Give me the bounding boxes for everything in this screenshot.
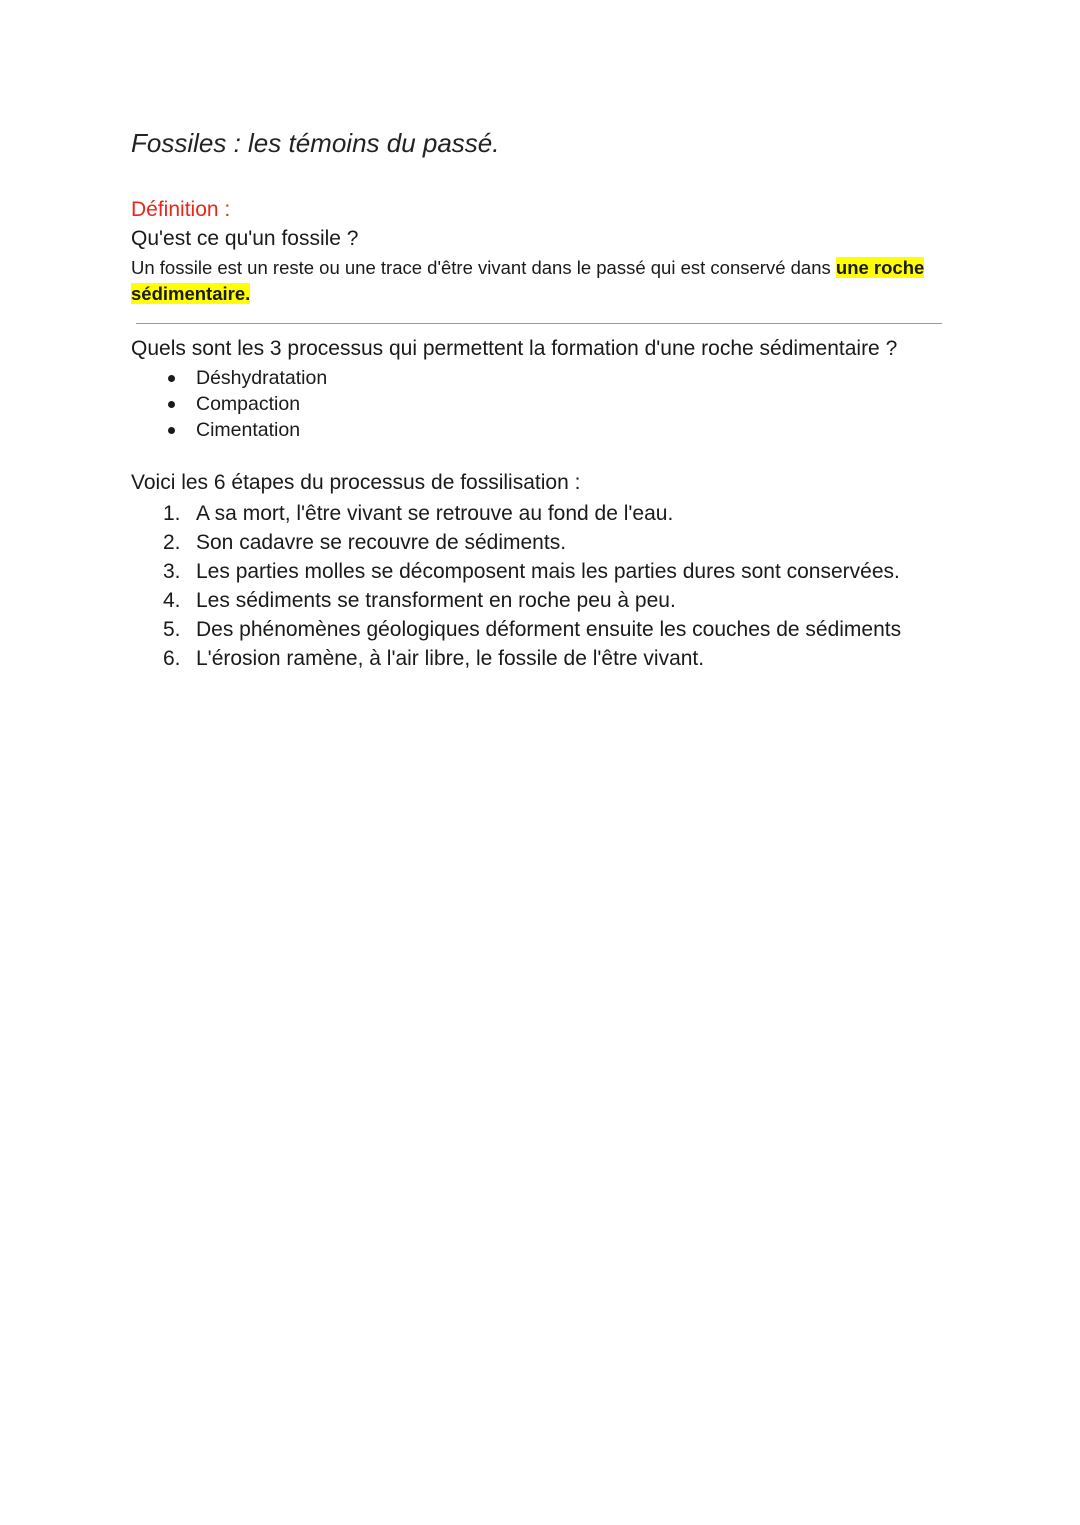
list-item (131, 557, 901, 586)
definition-highlight: une roche sédimentaire. (131, 257, 925, 304)
step-text: Les sédiments se transforment en roche peu à peu. (196, 589, 676, 612)
page-title: Fossiles : les témoins du passé. (131, 128, 500, 158)
step-text: Des phénomènes géologiques déforment ensuite les couches de sédiments (196, 618, 902, 641)
step-text: L'érosion ramène, à l'air libre, le fossile de l'être vivant. (196, 647, 705, 670)
bullet-icon (168, 427, 175, 434)
step-text: Son cadavre se recouvre de sédiments. (196, 531, 567, 554)
step-text: Les parties molles se décomposent mais les parties dures sont conservées. (196, 560, 900, 583)
horizontal-divider (136, 323, 942, 324)
list-item (131, 528, 901, 557)
definition-text: Un fossile est un reste ou une trace d'être vivant dans le passé qui est conservé dans (131, 257, 836, 278)
list-item (131, 365, 327, 391)
process-label: Déshydratation (196, 367, 328, 389)
process-label: Compaction (196, 393, 301, 415)
list-item (131, 391, 327, 417)
bullet-icon (168, 375, 175, 382)
step-number: 2. (163, 531, 181, 554)
step-text: A sa mort, l'être vivant se retrouve au fond de l'eau. (196, 502, 674, 525)
list-item (131, 417, 327, 443)
definition-paragraph (131, 255, 941, 307)
bullet-icon (168, 401, 175, 408)
process-label: Cimentation (196, 419, 301, 441)
list-item (131, 615, 901, 644)
process-list (131, 365, 327, 443)
step-number: 4. (163, 589, 181, 612)
step-number: 1. (163, 502, 181, 525)
definition-label: Définition : (131, 198, 231, 221)
list-item (131, 644, 901, 673)
list-item (131, 586, 901, 615)
list-item (131, 499, 901, 528)
steps-intro: Voici les 6 étapes du processus de fossilisation : (131, 471, 581, 494)
step-number: 3. (163, 560, 181, 583)
question-processes: Quels sont les 3 processus qui permettent la formation d'une roche sédimentaire ? (131, 337, 898, 360)
step-number: 5. (163, 618, 181, 641)
question-what-is-fossil: Qu'est ce qu'un fossile ? (131, 227, 359, 250)
fossilisation-steps-list (131, 499, 901, 673)
step-number: 6. (163, 647, 181, 670)
